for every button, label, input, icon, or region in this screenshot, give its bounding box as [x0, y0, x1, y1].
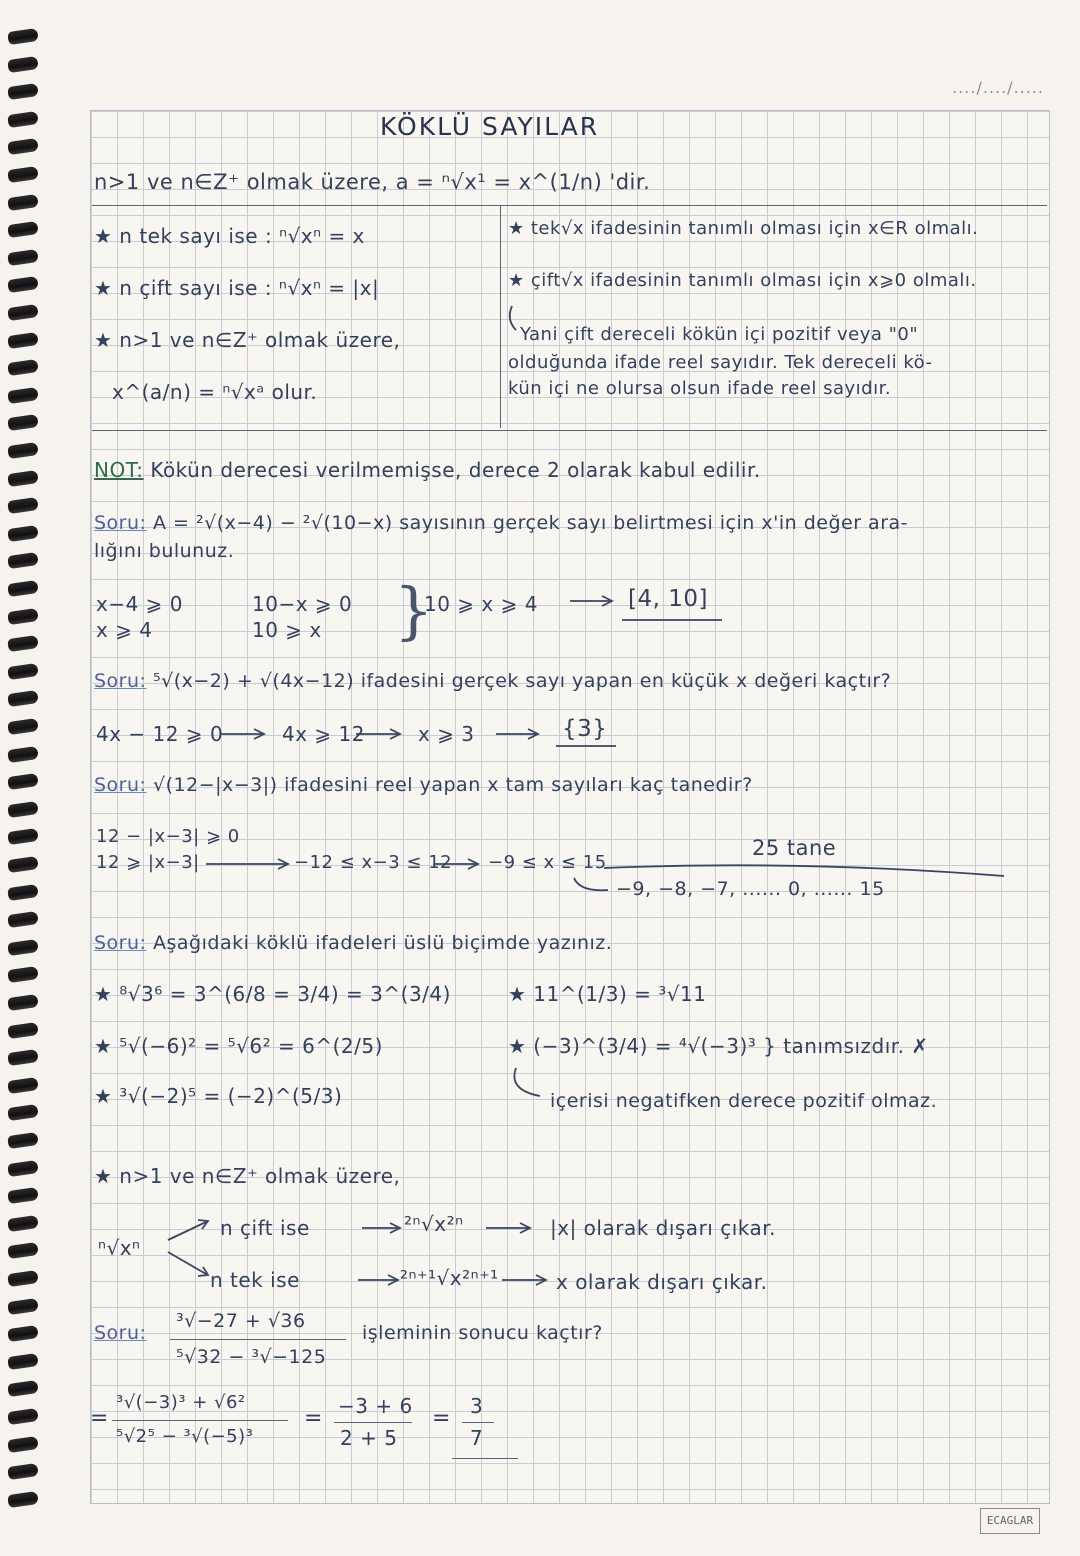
branch-arrow [168, 1222, 206, 1240]
rule-odd: ★ n tek sayı ise : ⁿ√xⁿ = x [94, 224, 365, 248]
definition-line: n>1 ve n∈Z⁺ olmak üzere, a = ⁿ√x¹ = x^(1/n) 'dir. [94, 170, 651, 194]
exercise-item: ★ (−3)^(3/4) = ⁴√(−3)³ } tanımsızdır. ✗ [508, 1034, 929, 1058]
work-line: x−4 ⩾ 0 [96, 592, 184, 616]
root-expression: ⁿ√xⁿ [98, 1236, 141, 1260]
equals-sign: = [90, 1406, 109, 1431]
work-line: 10 ⩾ x [252, 618, 322, 642]
answer: [4, 10] [628, 586, 708, 612]
note-text: Kökün derecesi verilmemişse, derece 2 olarak kabul edilir. [150, 458, 761, 482]
question-label: Soru: [94, 1322, 147, 1344]
note-label: NOT: [94, 458, 144, 482]
work-line: x ⩾ 3 [418, 722, 475, 746]
remark-arrow [514, 1068, 540, 1096]
question-text: işleminin sonucu kaçtır? [362, 1322, 603, 1344]
explanation-line-1: Yani çift dereceli kökün içi pozitif veya "0" [520, 324, 919, 345]
work-line: 10−x ⩾ 0 [252, 592, 353, 616]
even-case-expr: ²ⁿ√x²ⁿ [404, 1212, 464, 1236]
exercise-item: ★ ⁵√(−6)² = ⁵√6² = 6^(2/5) [94, 1034, 383, 1058]
work-line: 4x − 12 ⩾ 0 [96, 722, 224, 746]
explanation-arrow [510, 306, 516, 330]
sequence-brace [604, 865, 1004, 876]
answer: {3} [562, 716, 608, 742]
count-answer: 25 tane [752, 836, 837, 860]
exercise-item: ★ ³√(−2)⁵ = (−2)^(5/3) [94, 1084, 343, 1108]
branch-arrow [168, 1252, 206, 1274]
question-text: Aşağıdaki köklü ifadeleri üslü biçimde yazınız. [153, 932, 613, 954]
work-line: −12 ≤ x−3 ≤ 12 [294, 852, 453, 873]
even-case-label: n çift ise [220, 1216, 310, 1240]
question-label: Soru: [94, 932, 147, 954]
result-numerator: 3 [470, 1394, 484, 1418]
equals-sign: = [432, 1406, 451, 1431]
exercise-item: ★ 11^(1/3) = ³√11 [508, 982, 707, 1006]
result-denominator: 7 [470, 1426, 484, 1450]
arrow [574, 878, 608, 890]
rule-exp: x^(a/n) = ⁿ√xᵃ olur. [112, 380, 318, 404]
step2-denominator: 2 + 5 [340, 1426, 398, 1450]
work-combined: 10 ⩾ x ⩾ 4 [424, 592, 538, 616]
question-label: Soru: [94, 774, 147, 796]
brace: } [394, 574, 434, 647]
work-line: 4x ⩾ 12 [282, 722, 365, 746]
rule-even-domain: ★ çift√x ifadesinin tanımlı olması için x⩾0 olmalı. [508, 270, 977, 291]
odd-case-expr: ²ⁿ⁺¹√x²ⁿ⁺¹ [400, 1266, 499, 1290]
work-line: 12 ⩾ |x−3| [96, 852, 200, 873]
rule-intro: ★ n>1 ve n∈Z⁺ olmak üzere, [94, 1164, 401, 1188]
question-1-cont: lığını bulunuz. [94, 540, 235, 562]
odd-case-label: n tek ise [210, 1268, 300, 1292]
work-line: x ⩾ 4 [96, 618, 153, 642]
integer-sequence: −9, −8, −7, ...... 0, ...... 15 [616, 878, 885, 900]
step2-numerator: −3 + 6 [338, 1394, 413, 1418]
rule-odd-domain: ★ tek√x ifadesinin tanımlı olması için x∈R olmalı. [508, 218, 979, 239]
rule-even: ★ n çift sayı ise : ⁿ√xⁿ = |x| [94, 276, 380, 300]
explanation-line-2: olduğunda ifade reel sayıdır. Tek dereceli kö- [508, 352, 933, 373]
work-line: −9 ≤ x ≤ 15 [488, 852, 607, 873]
question-label: Soru: [94, 670, 147, 692]
question-text: A = ²√(x−4) − ²√(10−x) sayısının gerçek sayı belirtmesi için x'in değer ara- [153, 512, 908, 534]
logo: ECAGLAR [980, 1508, 1040, 1534]
explanation-line-3: kün içi ne olursa olsun ifade reel sayıdır. [508, 378, 892, 399]
question-text: ⁵√(x−2) + √(4x−12) ifadesini gerçek sayı yapan en küçük x değeri kaçtır? [153, 670, 892, 692]
rule-exp-intro: ★ n>1 ve n∈Z⁺ olmak üzere, [94, 328, 401, 352]
odd-case-result: x olarak dışarı çıkar. [556, 1270, 768, 1294]
equals-sign: = [304, 1406, 323, 1431]
question-text: √(12−|x−3|) ifadesini reel yapan x tam sayıları kaç tanedir? [153, 774, 753, 796]
question-label: Soru: [94, 512, 147, 534]
even-case-result: |x| olarak dışarı çıkar. [550, 1216, 776, 1240]
page-title: KÖKLÜ SAYILAR [380, 112, 600, 141]
fraction-numerator: ³√−27 + √36 [176, 1310, 306, 1332]
step-numerator: ³√(−3)³ + √6² [116, 1392, 246, 1413]
work-line: 12 − |x−3| ⩾ 0 [96, 826, 240, 847]
exercise-item: ★ ⁸√3⁶ = 3^(6/8 = 3/4) = 3^(3/4) [94, 982, 451, 1006]
step-denominator: ⁵√2⁵ − ³√(−5)³ [116, 1426, 254, 1447]
date-field: ..../..../..... [952, 78, 1044, 97]
fraction-denominator: ⁵√32 − ³√−125 [176, 1346, 327, 1368]
remark: içerisi negatifken derece pozitif olmaz. [550, 1090, 938, 1112]
